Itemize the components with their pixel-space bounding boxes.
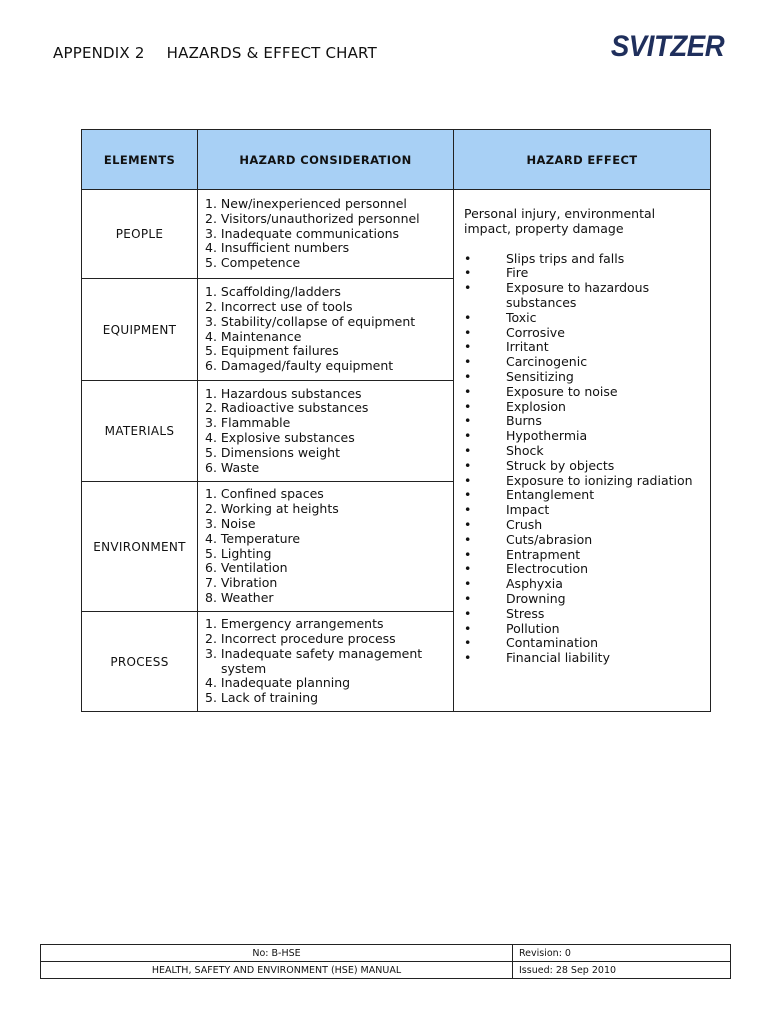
effect-item <box>464 503 704 518</box>
effect-text: Shock <box>506 442 544 458</box>
consideration-item: 2. Incorrect use of tools <box>205 298 353 314</box>
table-body <box>82 190 711 712</box>
bullet-icon: • <box>464 250 472 266</box>
effect-item <box>464 444 704 459</box>
bullet-icon: • <box>464 516 472 532</box>
consideration-item: 1. New/inexperienced personnel <box>205 196 407 211</box>
issue-date: Issued: 28 Sep 2010 <box>513 962 731 979</box>
effect-item <box>464 474 704 489</box>
consideration-item: 6. Damaged/faulty equipment <box>205 358 394 374</box>
table-row <box>82 190 711 279</box>
effect-item <box>464 592 704 607</box>
consideration-item: 3. Inadequate communications <box>205 225 400 241</box>
effect-text: Sensitizing <box>506 368 574 384</box>
bullet-icon: • <box>464 576 472 592</box>
effect-text: Financial liability <box>506 650 610 666</box>
consideration-item: 2. Radioactive substances <box>205 400 369 416</box>
effect-text: Slips trips and falls <box>506 250 625 266</box>
effect-item <box>464 266 704 281</box>
bullet-icon: • <box>464 531 472 547</box>
footer-row <box>41 945 731 962</box>
effect-text: Irritant <box>506 339 549 355</box>
effect-text: Carcinogenic <box>506 354 588 370</box>
consideration-item: 2. Visitors/unauthorized personnel <box>205 210 420 226</box>
effect-item <box>464 459 704 474</box>
effect-item <box>464 252 704 267</box>
effect-text: Fire <box>506 265 529 281</box>
column-header-hazard-effect: HAZARD EFFECT <box>454 130 711 190</box>
effect-item <box>464 311 704 326</box>
consideration-item: 4. Explosive substances <box>205 430 355 445</box>
bullet-icon: • <box>464 650 472 666</box>
hazard-consideration-cell <box>198 190 454 279</box>
hazard-consideration-cell <box>198 482 454 612</box>
effect-text: Cuts/abrasion <box>506 531 593 547</box>
consideration-item: 5. Lighting <box>205 545 272 561</box>
effect-item <box>464 533 704 548</box>
effect-text: Pollution <box>506 620 560 636</box>
effect-item <box>464 281 704 311</box>
bullet-icon: • <box>464 442 472 458</box>
effect-item <box>464 488 704 503</box>
effect-item <box>464 562 704 577</box>
consideration-item: 2. Working at heights <box>205 501 339 517</box>
bullet-icon: • <box>464 502 472 518</box>
bullet-icon: • <box>464 280 472 296</box>
effect-list <box>464 252 704 666</box>
bullet-icon: • <box>464 368 472 384</box>
consideration-item: 5. Competence <box>205 255 301 271</box>
effect-item <box>464 651 704 666</box>
effect-item <box>464 577 704 592</box>
bullet-icon: • <box>464 309 472 325</box>
element-cell: ENVIRONMENT <box>82 482 198 612</box>
element-cell: PEOPLE <box>82 190 198 279</box>
consideration-item: 4. Maintenance <box>205 328 302 344</box>
effect-text: Toxic <box>506 309 537 325</box>
document-footer <box>40 944 731 979</box>
chart-title: HAZARDS & EFFECT CHART <box>166 44 377 62</box>
consideration-list <box>205 617 449 706</box>
bullet-icon: • <box>464 605 472 621</box>
consideration-item: 3. Stability/collapse of equipment <box>205 313 416 329</box>
bullet-icon: • <box>464 457 472 473</box>
document-number: No: B-HSE <box>41 945 513 962</box>
effect-text: Explosion <box>506 398 566 414</box>
effect-text: Exposure to hazardous substances <box>506 280 650 310</box>
consideration-item: 4. Insufficient numbers <box>205 240 350 256</box>
consideration-item: 3. Noise <box>205 515 256 531</box>
hazard-consideration-cell <box>198 279 454 381</box>
consideration-item: 3. Inadequate safety management system <box>205 645 423 676</box>
consideration-item: 3. Flammable <box>205 415 291 431</box>
effect-text: Exposure to noise <box>506 383 618 399</box>
effect-text: Asphyxia <box>506 576 563 592</box>
effect-text: Burns <box>506 413 542 429</box>
bullet-icon: • <box>464 383 472 399</box>
hazard-consideration-cell <box>198 381 454 482</box>
bullet-icon: • <box>464 635 472 651</box>
manual-title: HEALTH, SAFETY AND ENVIRONMENT (HSE) MANUAL <box>41 962 513 979</box>
effect-text: Crush <box>506 516 543 532</box>
revision-number: Revision: 0 <box>513 945 731 962</box>
effect-item <box>464 355 704 370</box>
effect-text: Electrocution <box>506 561 589 577</box>
table-header-row <box>82 130 711 190</box>
element-cell: EQUIPMENT <box>82 279 198 381</box>
effect-text: Contamination <box>506 635 599 651</box>
effect-text: Hypothermia <box>506 428 588 444</box>
effect-item <box>464 518 704 533</box>
effect-text: Stress <box>506 605 545 621</box>
consideration-item: 5. Lack of training <box>205 690 319 706</box>
hazards-table <box>81 129 711 712</box>
effect-item <box>464 370 704 385</box>
consideration-item: 2. Incorrect procedure process <box>205 630 396 646</box>
bullet-icon: • <box>464 428 472 444</box>
effect-text: Entanglement <box>506 487 595 503</box>
hazard-consideration-cell <box>198 612 454 712</box>
effect-text: Entrapment <box>506 546 581 562</box>
effect-item <box>464 414 704 429</box>
consideration-list <box>205 487 449 605</box>
effect-item <box>464 326 704 341</box>
effect-item <box>464 385 704 400</box>
bullet-icon: • <box>464 546 472 562</box>
bullet-icon: • <box>464 590 472 606</box>
consideration-item: 6. Waste <box>205 459 260 475</box>
effect-text: Exposure to ionizing radiation <box>506 472 693 488</box>
bullet-icon: • <box>464 472 472 488</box>
consideration-item: 6. Ventilation <box>205 560 288 576</box>
bullet-icon: • <box>464 324 472 340</box>
effect-item <box>464 622 704 637</box>
consideration-item: 1. Emergency arrangements <box>205 616 384 632</box>
consideration-item: 5. Equipment failures <box>205 343 339 359</box>
bullet-icon: • <box>464 561 472 577</box>
effect-item <box>464 340 704 355</box>
bullet-icon: • <box>464 354 472 370</box>
column-header-elements: ELEMENTS <box>82 130 198 190</box>
bullet-icon: • <box>464 487 472 503</box>
hazard-effect-cell <box>454 190 711 712</box>
bullet-icon: • <box>464 620 472 636</box>
svitzer-logo: SVITZER <box>610 30 724 63</box>
page-title <box>53 44 377 62</box>
bullet-icon: • <box>464 398 472 414</box>
consideration-item: 8. Weather <box>205 589 274 605</box>
consideration-item: 1. Confined spaces <box>205 486 324 502</box>
effect-text: Drowning <box>506 590 566 606</box>
appendix-label: APPENDIX 2 <box>53 44 145 62</box>
element-cell: MATERIALS <box>82 381 198 482</box>
consideration-item: 5. Dimensions weight <box>205 444 340 460</box>
effect-item <box>464 548 704 563</box>
effect-text: Impact <box>506 502 550 518</box>
consideration-item: 1. Hazardous substances <box>205 385 362 401</box>
consideration-item: 4. Temperature <box>205 530 301 546</box>
effect-intro: Personal injury, environmental impact, property damage <box>464 206 656 236</box>
effect-text: Struck by objects <box>506 457 615 473</box>
consideration-item: 4. Inadequate planning <box>205 675 351 691</box>
footer-row <box>41 962 731 979</box>
consideration-list <box>205 285 449 374</box>
column-header-hazard-consideration: HAZARD CONSIDERATION <box>198 130 454 190</box>
effect-item <box>464 607 704 622</box>
effect-item <box>464 400 704 415</box>
consideration-item: 7. Vibration <box>205 575 278 591</box>
consideration-list <box>205 387 449 476</box>
effect-text: Corrosive <box>506 324 565 340</box>
bullet-icon: • <box>464 265 472 281</box>
effect-item <box>464 636 704 651</box>
consideration-list <box>205 197 449 271</box>
bullet-icon: • <box>464 339 472 355</box>
effect-item <box>464 429 704 444</box>
consideration-item: 1. Scaffolding/ladders <box>205 284 341 300</box>
bullet-icon: • <box>464 413 472 429</box>
element-cell: PROCESS <box>82 612 198 712</box>
